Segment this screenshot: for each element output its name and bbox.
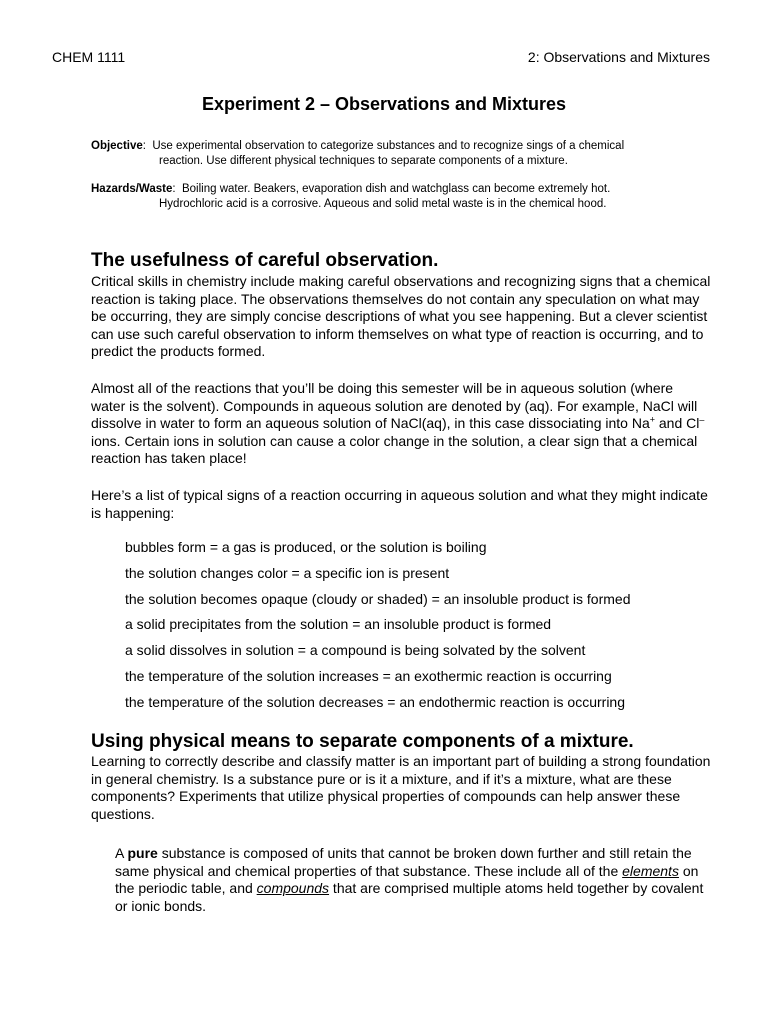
p5-text-b: substance is composed of units that cannot be broken down further and still retain the same physical and chemical properties of that substance. These include all of the xyxy=(115,845,692,879)
list-item: bubbles form = a gas is produced, or the solution is boiling xyxy=(125,539,487,555)
objective-line1: Use experimental observation to categorize substances and to recognize sings of a chemical xyxy=(152,140,625,152)
p5-text-d: that are comprised multiple atoms held together by covalent or ionic bonds. xyxy=(115,880,704,914)
objective-label: Objective xyxy=(91,140,143,152)
paragraph-pure-substance xyxy=(115,845,715,915)
paragraph-observation-intro: Critical skills in chemistry include making careful observations and recognizing signs that a chemical reaction is taking place. The observations themselves do not contain any speculation on what may be occurring, they are simply concise descriptions of what you see happening. But a clever scientist can use such careful observation to inform themselves on what type of reaction is occurring, and to predict the products formed. xyxy=(91,273,711,359)
p2-text-a: Almost all of the reactions that you’ll be doing this semester will be in aqueous solution (where water is the solvent). Compounds in aqueous solution are denoted by (aq). For example, NaCl will dissolve in water to form an aqueous solution of NaCl(aq), in this case dissociating into Na xyxy=(91,380,698,431)
section-heading-physical-separation: Using physical means to separate components of a mixture. xyxy=(91,731,634,752)
hazards-line2: Hydrochloric acid is a corrosive. Aqueous and solid metal waste is in the chemical hood. xyxy=(159,198,607,210)
superscript-minus: – xyxy=(699,414,705,425)
p5-text-a: A xyxy=(115,845,128,861)
section-heading-observation: The usefulness of careful observation. xyxy=(91,250,439,271)
objective-line2: reaction. Use different physical techniques to separate components of a mixture. xyxy=(159,155,568,167)
term-elements: elements xyxy=(622,862,679,879)
objective-block: Objective: Use experimental observation to categorize substances and to recognize sings of a chemical reaction. Use different physical techniques to separate components of a mixture. xyxy=(91,139,731,169)
hazards-block: Hazards/Waste: Boiling water. Beakers, evaporation dish and watchglass can become extremely hot. Hydrochloric acid is a corrosive. Aqueous and solid metal waste is in the chemical hood. xyxy=(91,182,731,212)
term-pure: pure xyxy=(127,845,158,861)
p5-text-c: on the periodic table, and xyxy=(115,862,699,896)
term-compounds: compounds xyxy=(256,880,330,896)
page-title: Experiment 2 – Observations and Mixtures xyxy=(201,94,567,114)
list-item: the temperature of the solution increases = an exothermic reaction is occurring xyxy=(125,667,612,684)
hazards-line1: Boiling water. Beakers, evaporation dish and watchglass can become extremely hot. xyxy=(181,183,611,195)
paragraph-aqueous-solution xyxy=(91,380,711,468)
p2-text-b: and Cl xyxy=(655,415,700,431)
list-item: the solution changes color = a specific ion is present xyxy=(125,564,450,581)
list-item: the solution becomes opaque (cloudy or shaded) = an insoluble product is formed xyxy=(125,590,631,607)
header-course: CHEM 1111 xyxy=(52,49,126,65)
list-item: a solid dissolves in solution = a compound is being solvated by the solvent xyxy=(125,642,586,659)
signs-list xyxy=(125,539,630,720)
superscript-plus: + xyxy=(649,414,655,425)
list-item: a solid precipitates from the solution = an insoluble product is formed xyxy=(125,616,552,633)
paragraph-signs-intro: Here’s a list of typical signs of a reaction occurring in aqueous solution and what they might indicate is happening: xyxy=(91,487,708,521)
hazards-label: Hazards/Waste xyxy=(91,183,173,195)
header-section: 2: Observations and Mixtures xyxy=(527,49,710,65)
paragraph-classify-matter: Learning to correctly describe and classify matter is an important part of building a strong foundation in general chemistry. Is a substance pure or is it a mixture, and if it’s a mixture, what are these components? Experiments that utilize physical properties of compounds can help answer these questions. xyxy=(91,753,711,822)
list-item: the temperature of the solution decreases = an endothermic reaction is occurring xyxy=(125,693,626,710)
p2-text-c: ions. Certain ions in solution can cause a color change in the solution, a clear sign that a chemical reaction has taken place! xyxy=(91,432,698,466)
